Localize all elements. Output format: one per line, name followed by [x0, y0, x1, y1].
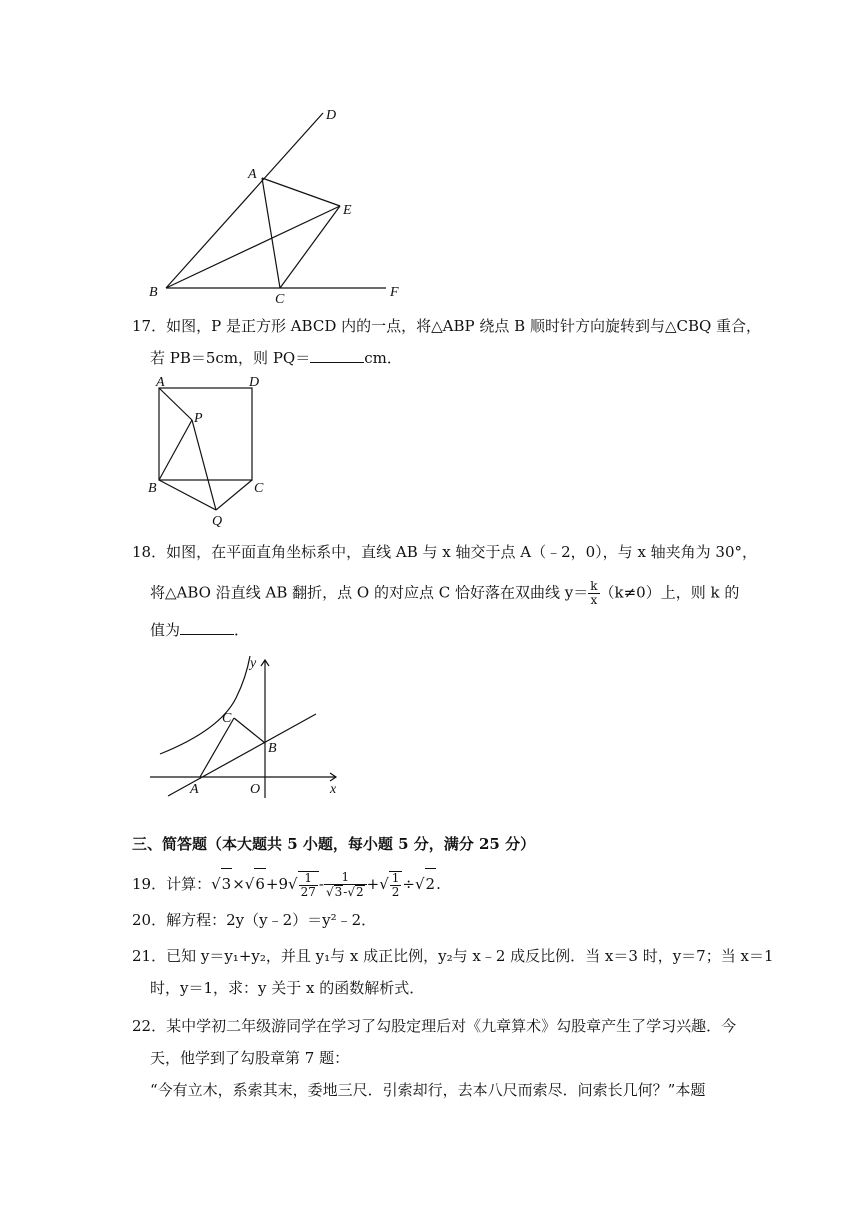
figure-17 [140, 370, 280, 530]
q17-text-line2b: cm． [364, 349, 402, 367]
label-o: O [250, 782, 261, 797]
q18-frac-den: x [590, 593, 598, 607]
label-b: B [268, 741, 277, 756]
q20-line [132, 910, 376, 930]
q20-number: 20． [132, 911, 167, 929]
segment-cb [234, 718, 265, 743]
q17-line2 [150, 348, 402, 368]
q18-text-line2a: 将△ABO 沿直线 AB 翻折，点 O 的对应点 C 恰好落在双曲线 y＝ [150, 583, 589, 602]
q19-number: 19． [132, 875, 167, 893]
q17-number: 17． [132, 317, 167, 335]
label-c: C [275, 292, 285, 305]
q21-line2: 时，y＝1，求：y 关于 x 的函数解析式． [150, 979, 425, 997]
q22-line1 [132, 1016, 736, 1036]
q21-number: 21． [132, 947, 167, 965]
q21-line1 [132, 946, 774, 966]
segment-pq [192, 420, 216, 510]
label-a: A [190, 782, 199, 797]
label-d: D [249, 375, 260, 390]
q22-number: 22． [132, 1017, 167, 1035]
segment-bp [159, 420, 192, 480]
q18-text-line2b: （k≠0）上，则 k 的 [599, 583, 740, 602]
segment-ae [262, 178, 340, 206]
section-3-title: 三、简答题（本大题共 5 小题，每小题 5 分，满分 25 分） [132, 835, 536, 853]
figure-16 [140, 100, 410, 305]
q20-text: 解方程：2y（y﹣2）＝y²﹣2． [166, 911, 377, 929]
q22-line2: 天，他学到了勾股章第 7 题： [150, 1049, 350, 1067]
q19-sqrt6: 6 [254, 868, 266, 899]
label-a: A [156, 375, 165, 390]
q19-prefix: 计算： [166, 875, 212, 893]
q18-answer-blank [180, 620, 234, 635]
label-q: Q [212, 514, 223, 529]
label-e: E [343, 203, 352, 218]
q18-frac-num: k [590, 579, 598, 593]
q19-sqrt2: 2 [425, 868, 437, 899]
q18-number: 18． [132, 543, 167, 561]
q19-sqrt3: 3 [221, 868, 233, 899]
segment-cq [216, 480, 252, 510]
q18-line1 [132, 542, 757, 562]
q21-text-line1: 已知 y＝y₁+y₂，并且 y₁与 x 成正比例，y₂与 x﹣2 成反比例．当 x＝3 时，y＝7；当 x＝1 [166, 947, 774, 965]
q17-text-line2a: 若 PB＝5cm，则 PQ＝ [150, 349, 311, 367]
q19-frac-1-27: $\frac{1}{27}$ [298, 871, 319, 899]
q19-frac-1-over-roots: $\frac{1}{√3-√2}$ [324, 871, 367, 899]
hyperbola [160, 656, 250, 754]
q17-answer-blank [310, 348, 364, 363]
figure-18 [140, 650, 350, 800]
segment-be [166, 206, 340, 288]
label-b: B [149, 285, 158, 300]
label-a: A [248, 167, 257, 182]
q17-line1 [132, 316, 761, 336]
q18-line3 [150, 620, 249, 640]
q18-text-line1: 如图，在平面直角坐标系中，直线 AB 与 x 轴交于点 A（﹣2，0），与 x 轴夹角为 30°， [166, 543, 758, 561]
q18-fraction [588, 580, 599, 607]
q19-frac-1-2: $\frac{1}{2}$ [389, 871, 403, 899]
label-c: C [222, 711, 232, 726]
label-c: C [254, 481, 264, 496]
q18-line2 [150, 580, 739, 607]
label-d: D [326, 108, 337, 123]
q18-text-line3a: 值为 [150, 621, 181, 639]
segment-ap [159, 388, 192, 420]
q19-line: 19．计算：√3×√6+9√ $\frac{1}{27}$ - $\frac{1}{√3-√2}$ +√ $\frac{1}{2}$ ÷√2. [132, 870, 441, 899]
label-x: x [330, 782, 337, 797]
q22-text-line1: 某中学初二年级游同学在学习了勾股定理后对《九章算术》勾股章产生了学习兴趣．今 [166, 1017, 737, 1035]
label-f: F [390, 285, 399, 300]
q18-text-line3b: ． [234, 621, 250, 639]
q22-line3: “今有立木，系索其末，委地三尺．引索却行，去本八尺而索尽．问索长几何？”本题 [150, 1081, 706, 1099]
q17-text-line1: 如图，P 是正方形 ABCD 内的一点，将△ABP 绕点 B 顺时针方向旋转到与△CBQ 重合， [166, 317, 762, 335]
segment-ce [280, 206, 340, 288]
label-y: y [250, 656, 257, 671]
segment-bq [159, 480, 216, 510]
label-b: B [148, 481, 157, 496]
segment-ac [262, 178, 280, 288]
label-p: P [194, 411, 203, 426]
segment-ac [200, 718, 234, 777]
